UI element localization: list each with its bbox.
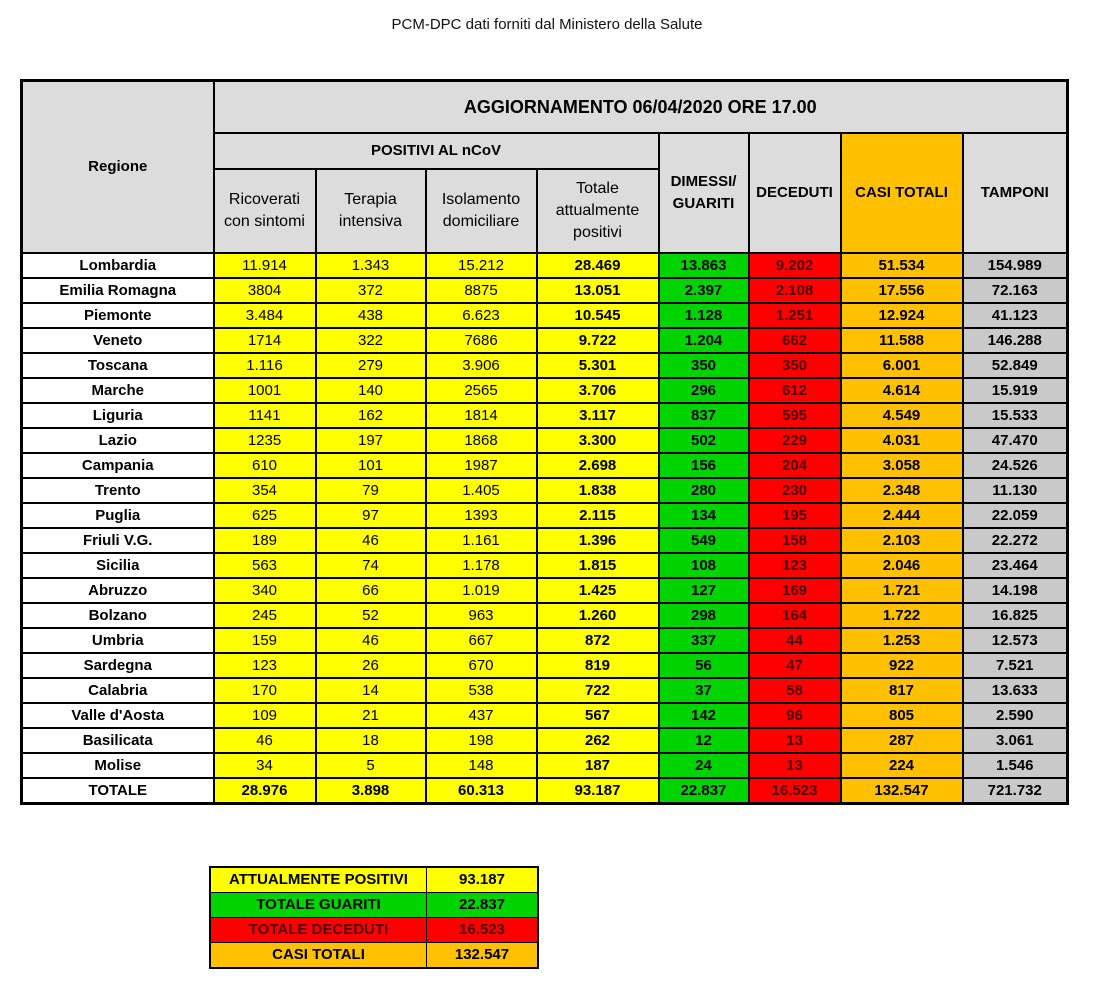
cell-region: Molise [22,753,214,778]
header-deceduti: DECEDUTI [749,133,841,253]
cell-terapia: 279 [316,353,426,378]
cell-terapia: 74 [316,553,426,578]
cell-isolamento: 670 [426,653,537,678]
summary-value: 132.547 [427,943,539,969]
cell-dimessi: 280 [659,478,749,503]
cell-region: Sicilia [22,553,214,578]
cell-ricoverati: 3804 [214,278,316,303]
cell-deceduti: 13 [749,728,841,753]
cell-terapia: 26 [316,653,426,678]
cell-tamponi: 13.633 [963,678,1068,703]
cell-region: Abruzzo [22,578,214,603]
cell-ricoverati: 189 [214,528,316,553]
cell-deceduti: 158 [749,528,841,553]
cell-terapia: 1.343 [316,253,426,278]
cell-tamponi: 3.061 [963,728,1068,753]
cell-terapia: 97 [316,503,426,528]
table-row [22,303,1068,328]
table-row [22,603,1068,628]
cell-ricoverati: 46 [214,728,316,753]
table-row [22,353,1068,378]
cell-casi-totali: 2.348 [841,478,963,503]
total-totale-positivi: 93.187 [537,778,659,804]
cell-deceduti: 164 [749,603,841,628]
cell-dimessi: 1.128 [659,303,749,328]
cell-ricoverati: 1141 [214,403,316,428]
cell-totale-positivi: 2.698 [537,453,659,478]
cell-isolamento: 1814 [426,403,537,428]
cell-casi-totali: 2.046 [841,553,963,578]
cell-terapia: 14 [316,678,426,703]
cell-deceduti: 47 [749,653,841,678]
cell-ricoverati: 109 [214,703,316,728]
cell-region: Valle d'Aosta [22,703,214,728]
cell-isolamento: 1987 [426,453,537,478]
cell-tamponi: 146.288 [963,328,1068,353]
cell-casi-totali: 224 [841,753,963,778]
cell-terapia: 101 [316,453,426,478]
cell-ricoverati: 1714 [214,328,316,353]
cell-deceduti: 662 [749,328,841,353]
cell-terapia: 5 [316,753,426,778]
cell-tamponi: 52.849 [963,353,1068,378]
cell-casi-totali: 287 [841,728,963,753]
summary-row [210,867,538,893]
cell-totale-positivi: 3.117 [537,403,659,428]
header-tamponi: TAMPONI [963,133,1068,253]
cell-totale-positivi: 722 [537,678,659,703]
cell-ricoverati: 245 [214,603,316,628]
table-row [22,478,1068,503]
cell-region: Friuli V.G. [22,528,214,553]
cell-totale-positivi: 28.469 [537,253,659,278]
summary-label: TOTALE GUARITI [210,893,427,918]
cell-totale-positivi: 9.722 [537,328,659,353]
cell-dimessi: 296 [659,378,749,403]
cell-dimessi: 156 [659,453,749,478]
cell-casi-totali: 4.549 [841,403,963,428]
update-title: AGGIORNAMENTO 06/04/2020 ORE 17.00 [214,81,1068,134]
cell-terapia: 21 [316,703,426,728]
cell-tamponi: 23.464 [963,553,1068,578]
cell-isolamento: 538 [426,678,537,703]
cell-dimessi: 350 [659,353,749,378]
cell-totale-positivi: 819 [537,653,659,678]
cell-dimessi: 1.204 [659,328,749,353]
total-isolamento: 60.313 [426,778,537,804]
cell-isolamento: 1393 [426,503,537,528]
summary-row [210,918,538,943]
cell-dimessi: 12 [659,728,749,753]
summary-label: CASI TOTALI [210,943,427,969]
table-row [22,528,1068,553]
cell-deceduti: 123 [749,553,841,578]
table-row [22,328,1068,353]
header-casi-totali: CASI TOTALI [841,133,963,253]
cell-dimessi: 134 [659,503,749,528]
cell-deceduti: 204 [749,453,841,478]
cell-tamponi: 15.919 [963,378,1068,403]
cell-totale-positivi: 3.706 [537,378,659,403]
cell-ricoverati: 340 [214,578,316,603]
table-row [22,653,1068,678]
cell-casi-totali: 817 [841,678,963,703]
table-row [22,678,1068,703]
cell-totale-positivi: 5.301 [537,353,659,378]
table-row [22,453,1068,478]
cell-totale-positivi: 1.815 [537,553,659,578]
header-dimessi: DIMESSI/ GUARITI [659,133,749,253]
cell-region: Umbria [22,628,214,653]
table-row [22,728,1068,753]
cell-region: Lazio [22,428,214,453]
cell-casi-totali: 1.722 [841,603,963,628]
cell-terapia: 18 [316,728,426,753]
cell-isolamento: 1.161 [426,528,537,553]
cell-deceduti: 350 [749,353,841,378]
cell-totale-positivi: 872 [537,628,659,653]
cell-region: Liguria [22,403,214,428]
header-terapia: Terapia intensiva [316,169,426,253]
cell-casi-totali: 1.721 [841,578,963,603]
cell-tamponi: 154.989 [963,253,1068,278]
cell-ricoverati: 354 [214,478,316,503]
total-ricoverati: 28.976 [214,778,316,804]
total-casi-totali: 132.547 [841,778,963,804]
cell-terapia: 46 [316,628,426,653]
cell-deceduti: 1.251 [749,303,841,328]
cell-terapia: 66 [316,578,426,603]
cell-casi-totali: 17.556 [841,278,963,303]
total-deceduti: 16.523 [749,778,841,804]
cell-deceduti: 2.108 [749,278,841,303]
cell-totale-positivi: 1.260 [537,603,659,628]
summary-label: ATTUALMENTE POSITIVI [210,867,427,893]
cell-ricoverati: 159 [214,628,316,653]
cell-dimessi: 2.397 [659,278,749,303]
cell-totale-positivi: 1.838 [537,478,659,503]
cell-dimessi: 56 [659,653,749,678]
cell-isolamento: 198 [426,728,537,753]
table-row [22,278,1068,303]
cell-isolamento: 7686 [426,328,537,353]
cell-casi-totali: 6.001 [841,353,963,378]
cell-region: Campania [22,453,214,478]
cell-deceduti: 195 [749,503,841,528]
table-row [22,503,1068,528]
cell-casi-totali: 3.058 [841,453,963,478]
cell-deceduti: 595 [749,403,841,428]
cell-terapia: 140 [316,378,426,403]
cell-ricoverati: 610 [214,453,316,478]
cell-terapia: 197 [316,428,426,453]
cell-isolamento: 3.906 [426,353,537,378]
total-row [22,778,1068,804]
cell-terapia: 79 [316,478,426,503]
cell-terapia: 52 [316,603,426,628]
cell-tamponi: 41.123 [963,303,1068,328]
cell-totale-positivi: 567 [537,703,659,728]
cell-tamponi: 72.163 [963,278,1068,303]
cell-totale-positivi: 187 [537,753,659,778]
cell-isolamento: 437 [426,703,537,728]
cell-tamponi: 11.130 [963,478,1068,503]
header-ricoverati: Ricoverati con sintomi [214,169,316,253]
cell-ricoverati: 11.914 [214,253,316,278]
covid-regional-table [20,79,1069,805]
cell-dimessi: 108 [659,553,749,578]
cell-ricoverati: 1235 [214,428,316,453]
cell-isolamento: 1.178 [426,553,537,578]
cell-dimessi: 837 [659,403,749,428]
cell-deceduti: 612 [749,378,841,403]
summary-table [209,866,539,969]
cell-dimessi: 127 [659,578,749,603]
cell-tamponi: 22.272 [963,528,1068,553]
cell-isolamento: 667 [426,628,537,653]
cell-isolamento: 15.212 [426,253,537,278]
cell-ricoverati: 3.484 [214,303,316,328]
cell-terapia: 46 [316,528,426,553]
cell-tamponi: 24.526 [963,453,1068,478]
cell-region: Basilicata [22,728,214,753]
table-row [22,753,1068,778]
cell-isolamento: 1868 [426,428,537,453]
cell-dimessi: 337 [659,628,749,653]
cell-dimessi: 142 [659,703,749,728]
total-terapia: 3.898 [316,778,426,804]
cell-deceduti: 9.202 [749,253,841,278]
summary-value: 93.187 [427,867,539,893]
cell-casi-totali: 11.588 [841,328,963,353]
cell-tamponi: 22.059 [963,503,1068,528]
table-body [22,253,1068,804]
summary-row [210,893,538,918]
cell-region: Lombardia [22,253,214,278]
cell-region: Puglia [22,503,214,528]
cell-tamponi: 1.546 [963,753,1068,778]
cell-casi-totali: 2.103 [841,528,963,553]
cell-region: Toscana [22,353,214,378]
table-row [22,428,1068,453]
cell-totale-positivi: 1.396 [537,528,659,553]
cell-region: Trento [22,478,214,503]
cell-totale-positivi: 2.115 [537,503,659,528]
cell-ricoverati: 625 [214,503,316,528]
cell-tamponi: 15.533 [963,403,1068,428]
cell-deceduti: 96 [749,703,841,728]
cell-deceduti: 230 [749,478,841,503]
cell-tamponi: 2.590 [963,703,1068,728]
cell-casi-totali: 4.614 [841,378,963,403]
header-isolamento: Isolamento domiciliare [426,169,537,253]
cell-isolamento: 2565 [426,378,537,403]
table-row [22,578,1068,603]
header-regione: Regione [22,81,214,254]
cell-region: Emilia Romagna [22,278,214,303]
cell-casi-totali: 51.534 [841,253,963,278]
table-row [22,703,1068,728]
cell-terapia: 162 [316,403,426,428]
cell-totale-positivi: 1.425 [537,578,659,603]
cell-region: Marche [22,378,214,403]
cell-casi-totali: 2.444 [841,503,963,528]
cell-isolamento: 963 [426,603,537,628]
cell-ricoverati: 34 [214,753,316,778]
header-totale-positivi: Totale attualmente positivi [537,169,659,253]
cell-tamponi: 47.470 [963,428,1068,453]
cell-totale-positivi: 262 [537,728,659,753]
cell-region: Veneto [22,328,214,353]
table-row [22,253,1068,278]
cell-terapia: 322 [316,328,426,353]
cell-deceduti: 169 [749,578,841,603]
total-region: TOTALE [22,778,214,804]
cell-casi-totali: 1.253 [841,628,963,653]
summary-label: TOTALE DECEDUTI [210,918,427,943]
table-row [22,628,1068,653]
cell-totale-positivi: 13.051 [537,278,659,303]
total-tamponi: 721.732 [963,778,1068,804]
cell-terapia: 372 [316,278,426,303]
cell-totale-positivi: 10.545 [537,303,659,328]
cell-dimessi: 37 [659,678,749,703]
table-row [22,553,1068,578]
cell-ricoverati: 563 [214,553,316,578]
cell-ricoverati: 1.116 [214,353,316,378]
cell-casi-totali: 922 [841,653,963,678]
summary-value: 22.837 [427,893,539,918]
cell-dimessi: 24 [659,753,749,778]
cell-ricoverati: 170 [214,678,316,703]
cell-dimessi: 13.863 [659,253,749,278]
cell-region: Calabria [22,678,214,703]
cell-deceduti: 13 [749,753,841,778]
cell-casi-totali: 4.031 [841,428,963,453]
cell-tamponi: 16.825 [963,603,1068,628]
cell-dimessi: 298 [659,603,749,628]
cell-dimessi: 549 [659,528,749,553]
cell-casi-totali: 805 [841,703,963,728]
cell-tamponi: 14.198 [963,578,1068,603]
cell-ricoverati: 123 [214,653,316,678]
cell-isolamento: 1.405 [426,478,537,503]
cell-isolamento: 8875 [426,278,537,303]
cell-region: Bolzano [22,603,214,628]
cell-tamponi: 12.573 [963,628,1068,653]
cell-terapia: 438 [316,303,426,328]
summary-row [210,943,538,969]
table-row [22,403,1068,428]
total-dimessi: 22.837 [659,778,749,804]
cell-totale-positivi: 3.300 [537,428,659,453]
summary-value: 16.523 [427,918,539,943]
cell-deceduti: 58 [749,678,841,703]
table-row [22,378,1068,403]
cell-tamponi: 7.521 [963,653,1068,678]
cell-isolamento: 6.623 [426,303,537,328]
cell-region: Piemonte [22,303,214,328]
header-positivi-group: POSITIVI AL nCoV [214,133,659,169]
cell-deceduti: 44 [749,628,841,653]
cell-dimessi: 502 [659,428,749,453]
cell-isolamento: 1.019 [426,578,537,603]
source-caption: PCM-DPC dati forniti dal Ministero della Salute [391,16,703,33]
cell-ricoverati: 1001 [214,378,316,403]
cell-deceduti: 229 [749,428,841,453]
cell-casi-totali: 12.924 [841,303,963,328]
cell-isolamento: 148 [426,753,537,778]
cell-region: Sardegna [22,653,214,678]
